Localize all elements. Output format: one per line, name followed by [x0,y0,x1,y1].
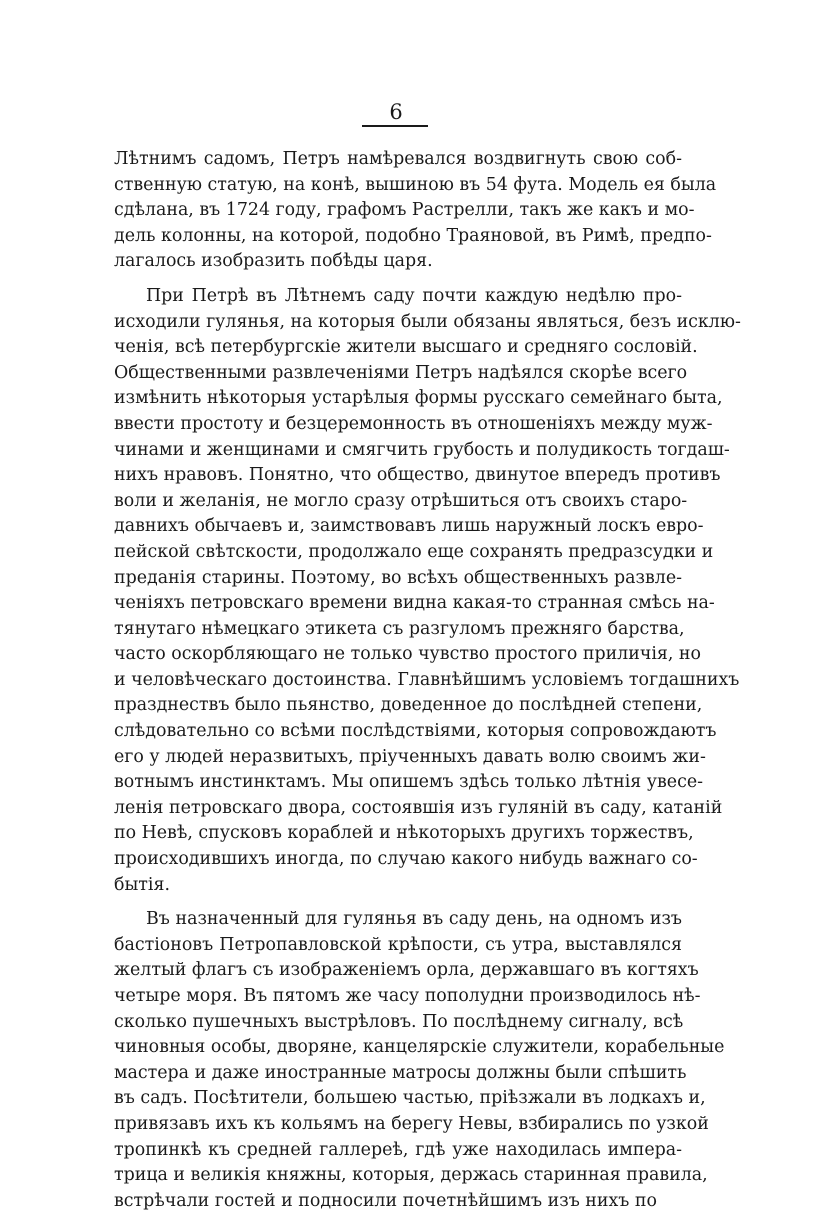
text-line: измѣнить нѣкоторыя устарѣлыя формы русскаго семейнаго быта, [114,388,723,409]
text-line: преданія старины. Поэтому, во всѣхъ общественныхъ развле- [114,567,682,588]
text-line: тянутаго нѣмецкаго этикета съ разгуломъ прежняго барства, [114,618,685,639]
text-line: нихъ нравовъ. Понятно, что общество, двинутое впередъ противъ [114,465,721,486]
text-line: слѣдовательно со всѣми послѣдствіями, которыя сопровождаютъ [114,721,717,742]
text-line: мастера и даже иностранные матросы должны были спѣшить [114,1062,687,1083]
text-line: празднествъ было пьянство, доведенное до послѣдней степени, [114,695,703,716]
text-line: вотнымъ инстинктамъ. Мы опишемъ здѣсь только лѣтнія увесе- [114,772,703,793]
text-line: тропинкѣ къ средней галлереѣ, гдѣ уже находилась импера- [114,1139,682,1160]
text-line: трица и великія княжны, которыя, держась старинная правила, [114,1165,708,1186]
text-line: дель колонны, на которой, подобно Траяновой, въ Римѣ, предпо- [114,225,712,246]
text-line: ченіяхъ петровскаго времени видна какая-то странная смѣсь на- [114,593,715,614]
paragraph-gap [114,898,682,907]
text-line: желтый флагъ съ изображеніемъ орла, державшаго въ когтяхъ [114,960,699,981]
text-line: ленія петровскаго двора, состоявшія изъ гуляній въ саду, катаній [114,797,723,818]
text-line: Въ назначенный для гулянья въ саду день, на одномъ изъ [146,909,682,930]
text-line: чинами и женщинами и смягчить грубость и полудикость тогдаш- [114,439,730,460]
paragraph [114,907,725,1214]
text-line: Лѣтнимъ садомъ, Петръ намѣревался воздвигнуть свою соб- [114,149,682,169]
text-line: исходили гулянья, на которыя были обязаны являться, безъ исклю- [114,311,741,332]
text-line: его у людей неразвитыхъ, пріученныхъ давать волю своимъ жи- [114,746,706,767]
paragraph-gap [114,275,682,284]
text-line: лагалось изобразить побѣды царя. [114,251,433,272]
text-line: бытія. [114,874,170,895]
page-number: 6 [389,100,403,124]
text-line: по Невѣ, спусковъ кораблей и нѣкоторыхъ другихъ торжествъ, [114,823,694,844]
text-line: чиновныя особы, дворяне, канцелярскіе служители, корабельные [114,1037,725,1058]
text-line: давнихъ обычаевъ и, заимствовавъ лишь наружный лоскъ евро- [114,516,704,537]
page-number-rule [362,125,428,127]
text-line: пейской свѣтскости, продолжало еще сохранять предразсудки и [114,541,714,562]
text-line: ственную статую, на конѣ, вышиною въ 54 фута. Модель ея была [114,174,717,195]
text-line: Общественными развлеченіями Петръ надѣялся скорѣе всего [114,362,688,383]
text-line: и человѣческаго достоинства. Главнѣйшимъ условіемъ тогдашнихъ [114,669,740,690]
text-line: происходившихъ иногда, по случаю какого нибудь важнаго со- [114,849,698,870]
text-line: встрѣчали гостей и подносили почетнѣйшимъ изъ нихъ по [114,1190,657,1211]
text-line: сколько пушечныхъ выстрѣловъ. По послѣднему сигналу, всѣ [114,1011,684,1032]
text-line: привязавъ ихъ къ кольямъ на берегу Невы, взбирались по узкой [114,1113,709,1134]
text-line: сдѣлана, въ 1724 году, графомъ Растрелли, такъ же какъ и мо- [114,200,695,221]
text-line: бастіоновъ Петропавловской крѣпости, съ утра, выставлялся [114,934,682,955]
text-line: При Петрѣ въ Лѣтнемъ саду почти каждую недѣлю про- [146,285,682,306]
body-text [114,147,741,1214]
text-line: ввести простоту и безцеремонность въ отношеніяхъ между муж- [114,413,713,434]
text-line: въ садъ. Посѣтители, большею частью, пріѣзжали въ лодкахъ и, [114,1088,706,1109]
text-line: ченія, всѣ петербургскіе жители высшаго и средняго сословій. [114,337,698,358]
paragraph [114,284,741,898]
text-line: четыре моря. Въ пятомъ же часу пополудни производилось нѣ- [114,986,701,1006]
text-line: воли и желанія, не могло сразу отрѣшиться отъ своихъ старо- [114,490,688,511]
text-line: часто оскорбляющаго не только чувство простого приличія, но [114,644,701,665]
paragraph [114,147,717,275]
